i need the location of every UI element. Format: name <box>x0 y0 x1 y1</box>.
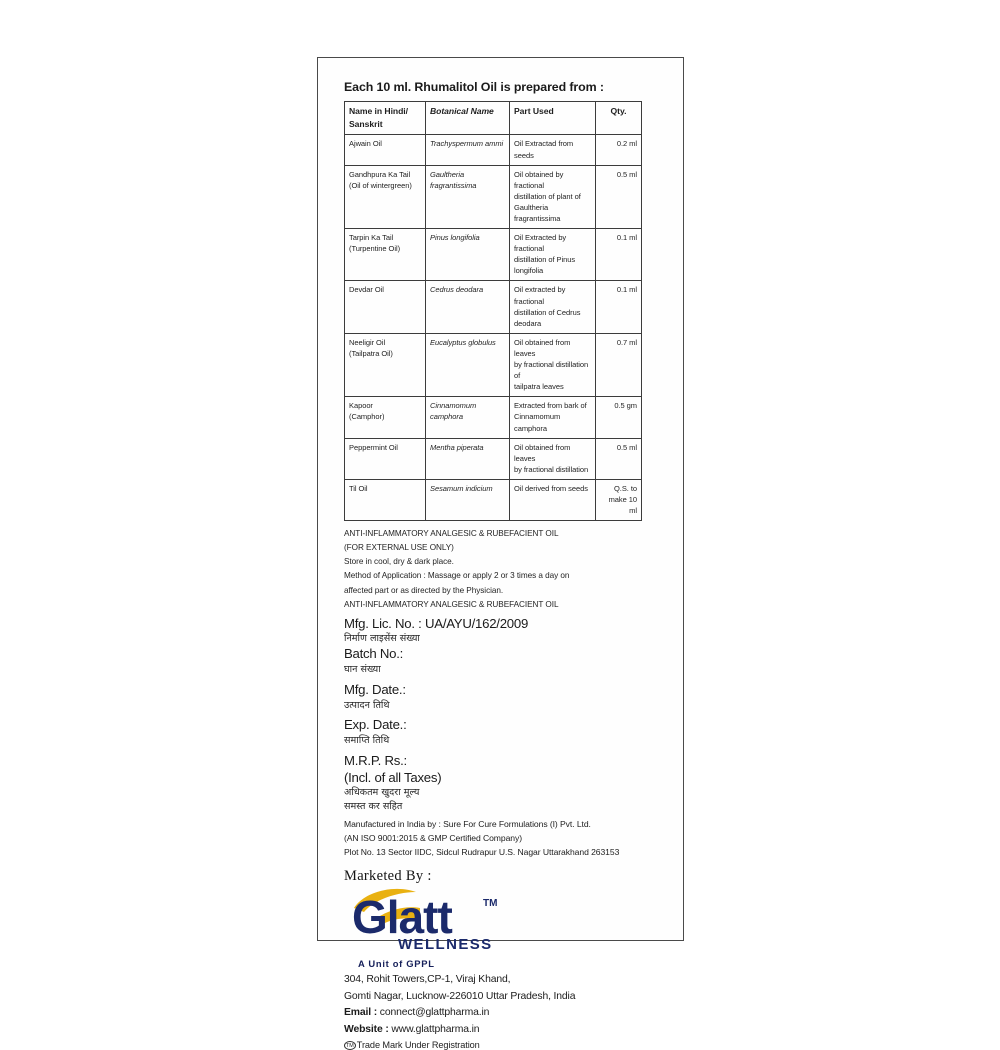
manufacturer-details <box>344 818 650 860</box>
cell-botanical <box>426 438 510 479</box>
svg-text:TM: TM <box>483 897 498 909</box>
trademark-icon: TM <box>346 1043 354 1050</box>
exp-date-label: Exp. Date.: <box>344 717 407 733</box>
cell-qty <box>596 333 642 396</box>
cell-botanical-line: Sesamum indicium <box>430 483 493 493</box>
cell-part-used <box>510 397 596 438</box>
email-row <box>344 1005 650 1022</box>
cell-name-line: Devdar Oil <box>349 285 384 295</box>
cell-botanical <box>426 333 510 396</box>
cell-qty-line: Q.S. to <box>614 483 637 493</box>
website-row <box>344 1022 650 1039</box>
cell-name <box>345 438 426 479</box>
email-label: Email : <box>344 1007 378 1019</box>
cell-part-used <box>510 333 596 396</box>
cell-name-line: Ajwain Oil <box>349 139 382 149</box>
mfg-license-label: Mfg. Lic. No. : UA/AYU/162/2009 <box>344 615 529 631</box>
ingredients-table <box>344 101 642 521</box>
column-header-part-used: Part Used <box>510 102 596 135</box>
cell-name-line: Gandhpura Ka Tail <box>349 169 411 179</box>
cell-part-used-line: tailpatra leaves <box>514 382 564 392</box>
cell-qty <box>596 397 642 438</box>
trademark-note-row <box>344 1040 650 1050</box>
mfg-date-label: Mfg. Date.: <box>344 681 406 697</box>
usage-note-line: Store in cool, dry & dark place. <box>344 557 454 567</box>
cell-part-used-line: distillation of Cedrus <box>514 307 581 317</box>
cell-name <box>345 479 426 520</box>
cell-botanical <box>426 229 510 281</box>
table-row <box>345 135 642 165</box>
cell-botanical-line: Gaultheria <box>430 169 465 179</box>
cell-qty <box>596 479 642 520</box>
cell-part-used-line: Oil obtained from leaves <box>514 337 571 358</box>
cell-name-line: Kapoor <box>349 401 373 411</box>
cell-part-used-line: by fractional distillation <box>514 464 589 474</box>
cell-qty-line: 0.7 ml <box>616 337 637 347</box>
cell-qty <box>596 165 642 228</box>
column-header-botanical: Botanical Name <box>426 102 510 135</box>
cell-qty <box>596 229 642 281</box>
cell-part-used-line: Extracted from bark of <box>514 401 587 411</box>
cell-qty <box>596 438 642 479</box>
manufacturer-line: Manufactured in India by : Sure For Cure Formulations (I) Pvt. Ltd. <box>344 819 591 829</box>
batch-no-label: Batch No.: <box>344 646 404 662</box>
column-header-qty: Qty. <box>596 102 642 135</box>
trademark-note: Trade Mark Under Registration <box>356 1040 480 1050</box>
cell-qty-line: 0.5 ml <box>616 169 637 179</box>
page-title: Each 10 ml. Rhumalitol Oil is prepared from : <box>344 80 604 94</box>
column-header-name <box>345 102 426 135</box>
table-row <box>345 438 642 479</box>
cell-botanical-line: Cinnamomum camphora <box>430 401 477 422</box>
cell-name-line: Tarpin Ka Tail <box>349 233 394 243</box>
cell-part-used <box>510 438 596 479</box>
cell-part-used-line: distillation of plant of <box>514 191 581 201</box>
mrp-tax-hindi: समस्त कर सहित <box>344 801 403 813</box>
cell-part-used-line: Oil Extracted by fractional <box>514 233 567 254</box>
cell-botanical <box>426 479 510 520</box>
cell-botanical-line: Eucalyptus globulus <box>430 337 496 347</box>
cell-part-used-line: deodara <box>514 318 542 328</box>
cell-botanical-line: Mentha piperata <box>430 442 484 452</box>
ingredients-table-body <box>345 135 642 521</box>
usage-note-line: affected part or as directed by the Physician. <box>344 585 504 595</box>
label-content <box>344 80 650 1050</box>
website-label: Website : <box>344 1024 389 1036</box>
cell-qty <box>596 135 642 165</box>
cell-name <box>345 397 426 438</box>
mrp-label: M.R.P. Rs.: <box>344 752 407 768</box>
product-label-card <box>317 57 684 1050</box>
svg-text:Glatt: Glatt <box>352 890 452 943</box>
cell-name-line: (Tailpatra Oil) <box>349 348 393 358</box>
usage-note-line: Method of Application : Massage or apply 2 or 3 times a day on <box>344 571 570 581</box>
table-row <box>345 281 642 333</box>
usage-note-line: ANTI-INFLAMMATORY ANALGESIC & RUBEFACIENT OIL <box>344 599 559 609</box>
cell-part-used-line: Cinnamomum camphora <box>514 412 561 433</box>
usage-note-line: (FOR EXTERNAL USE ONLY) <box>344 543 454 553</box>
cell-qty-line: 0.1 ml <box>616 285 637 295</box>
table-row <box>345 479 642 520</box>
table-row <box>345 165 642 228</box>
cell-part-used <box>510 135 596 165</box>
cell-name <box>345 229 426 281</box>
cell-botanical-line: fragrantissima <box>430 180 477 190</box>
table-row <box>345 229 642 281</box>
cell-name-line: Neeligir Oil <box>349 337 386 347</box>
exp-date-hindi: समाप्ति तिथि <box>344 735 390 747</box>
address-line-2: Gomti Nagar, Lucknow-226010 Uttar Pradesh, India <box>344 990 576 1002</box>
cell-botanical <box>426 281 510 333</box>
cell-name-line: (Turpentine Oil) <box>349 244 401 254</box>
cell-qty-line: 0.2 ml <box>616 139 637 149</box>
manufacturer-line: Plot No. 13 Sector IIDC, Sidcul Rudrapur U.S. Nagar Uttarakhand 263153 <box>344 846 620 857</box>
cell-botanical <box>426 165 510 228</box>
cell-name <box>345 165 426 228</box>
website-value: www.glattpharma.in <box>391 1024 480 1036</box>
cell-part-used <box>510 479 596 520</box>
column-header-name-line2: Sanskrit <box>349 118 383 129</box>
cell-qty-line: 0.5 ml <box>616 442 637 452</box>
table-row <box>345 397 642 438</box>
cell-name-line: (Oil of wintergreen) <box>349 180 412 190</box>
mfg-license-hindi: निर्माण लाइसेंस संख्या <box>344 633 420 645</box>
table-row <box>345 333 642 396</box>
cell-name-line: Peppermint Oil <box>349 442 398 452</box>
cell-part-used-line: Oil obtained by fractional <box>514 169 564 190</box>
cell-qty-line: make 10 ml <box>608 494 637 516</box>
table-header-row <box>345 102 642 135</box>
mrp-tax-note: (Incl. of all Taxes) <box>344 769 442 785</box>
mfg-date-hindi: उत्पादन तिथि <box>344 699 390 711</box>
unit-of-gppl: A Unit of GPPL <box>358 957 435 969</box>
cell-name-line: Til Oil <box>349 483 368 493</box>
cell-botanical-line: Trachyspermum ammi <box>430 139 504 149</box>
cell-part-used-line: Gaultheria fragrantissima <box>514 202 561 223</box>
cell-part-used <box>510 229 596 281</box>
cell-botanical-line: Cedrus deodara <box>430 285 484 295</box>
mrp-hindi: अधिकतम खुदरा मूल्य <box>344 787 420 799</box>
address-line-1: 304, Rohit Towers,CP-1, Viraj Khand, <box>344 973 511 985</box>
batch-fields <box>344 616 650 814</box>
usage-notes <box>344 527 650 612</box>
cell-qty-line: 0.1 ml <box>616 233 637 243</box>
cell-name <box>345 281 426 333</box>
usage-note-line: ANTI-INFLAMMATORY ANALGESIC & RUBEFACIENT OIL <box>344 529 559 539</box>
cell-qty-line: 0.5 gm <box>614 401 637 411</box>
cell-botanical <box>426 135 510 165</box>
batch-no-hindi: घान संख्या <box>344 663 381 675</box>
glatt-logo <box>350 886 510 958</box>
cell-name-line: (Camphor) <box>349 412 385 422</box>
cell-part-used-line: by fractional distillation of <box>514 360 589 381</box>
marketed-by-label: Marketed By : <box>344 867 432 884</box>
email-value: connect@glattpharma.in <box>379 1007 490 1019</box>
svg-text:WELLNESS: WELLNESS <box>398 935 493 953</box>
glatt-logo-icon <box>350 886 510 958</box>
cell-botanical <box>426 397 510 438</box>
cell-part-used-line: Oil Extractad from seeds <box>514 139 574 160</box>
cell-part-used-line: Oil obtained from leaves <box>514 442 571 463</box>
cell-botanical-line: Pinus longifolia <box>430 233 480 243</box>
cell-qty <box>596 281 642 333</box>
company-address <box>344 972 650 1039</box>
cell-part-used <box>510 165 596 228</box>
manufacturer-line: (AN ISO 9001:2015 & GMP Certified Company) <box>344 832 522 843</box>
cell-name <box>345 135 426 165</box>
cell-part-used-line: Oil extracted by fractional <box>514 285 566 306</box>
cell-part-used-line: Oil derived from seeds <box>514 483 588 493</box>
column-header-name-line1: Name in Hindi/ <box>349 106 408 116</box>
cell-name <box>345 333 426 396</box>
cell-part-used-line: distillation of Pinus <box>514 255 576 265</box>
cell-part-used <box>510 281 596 333</box>
cell-part-used-line: longifolia <box>514 266 544 276</box>
